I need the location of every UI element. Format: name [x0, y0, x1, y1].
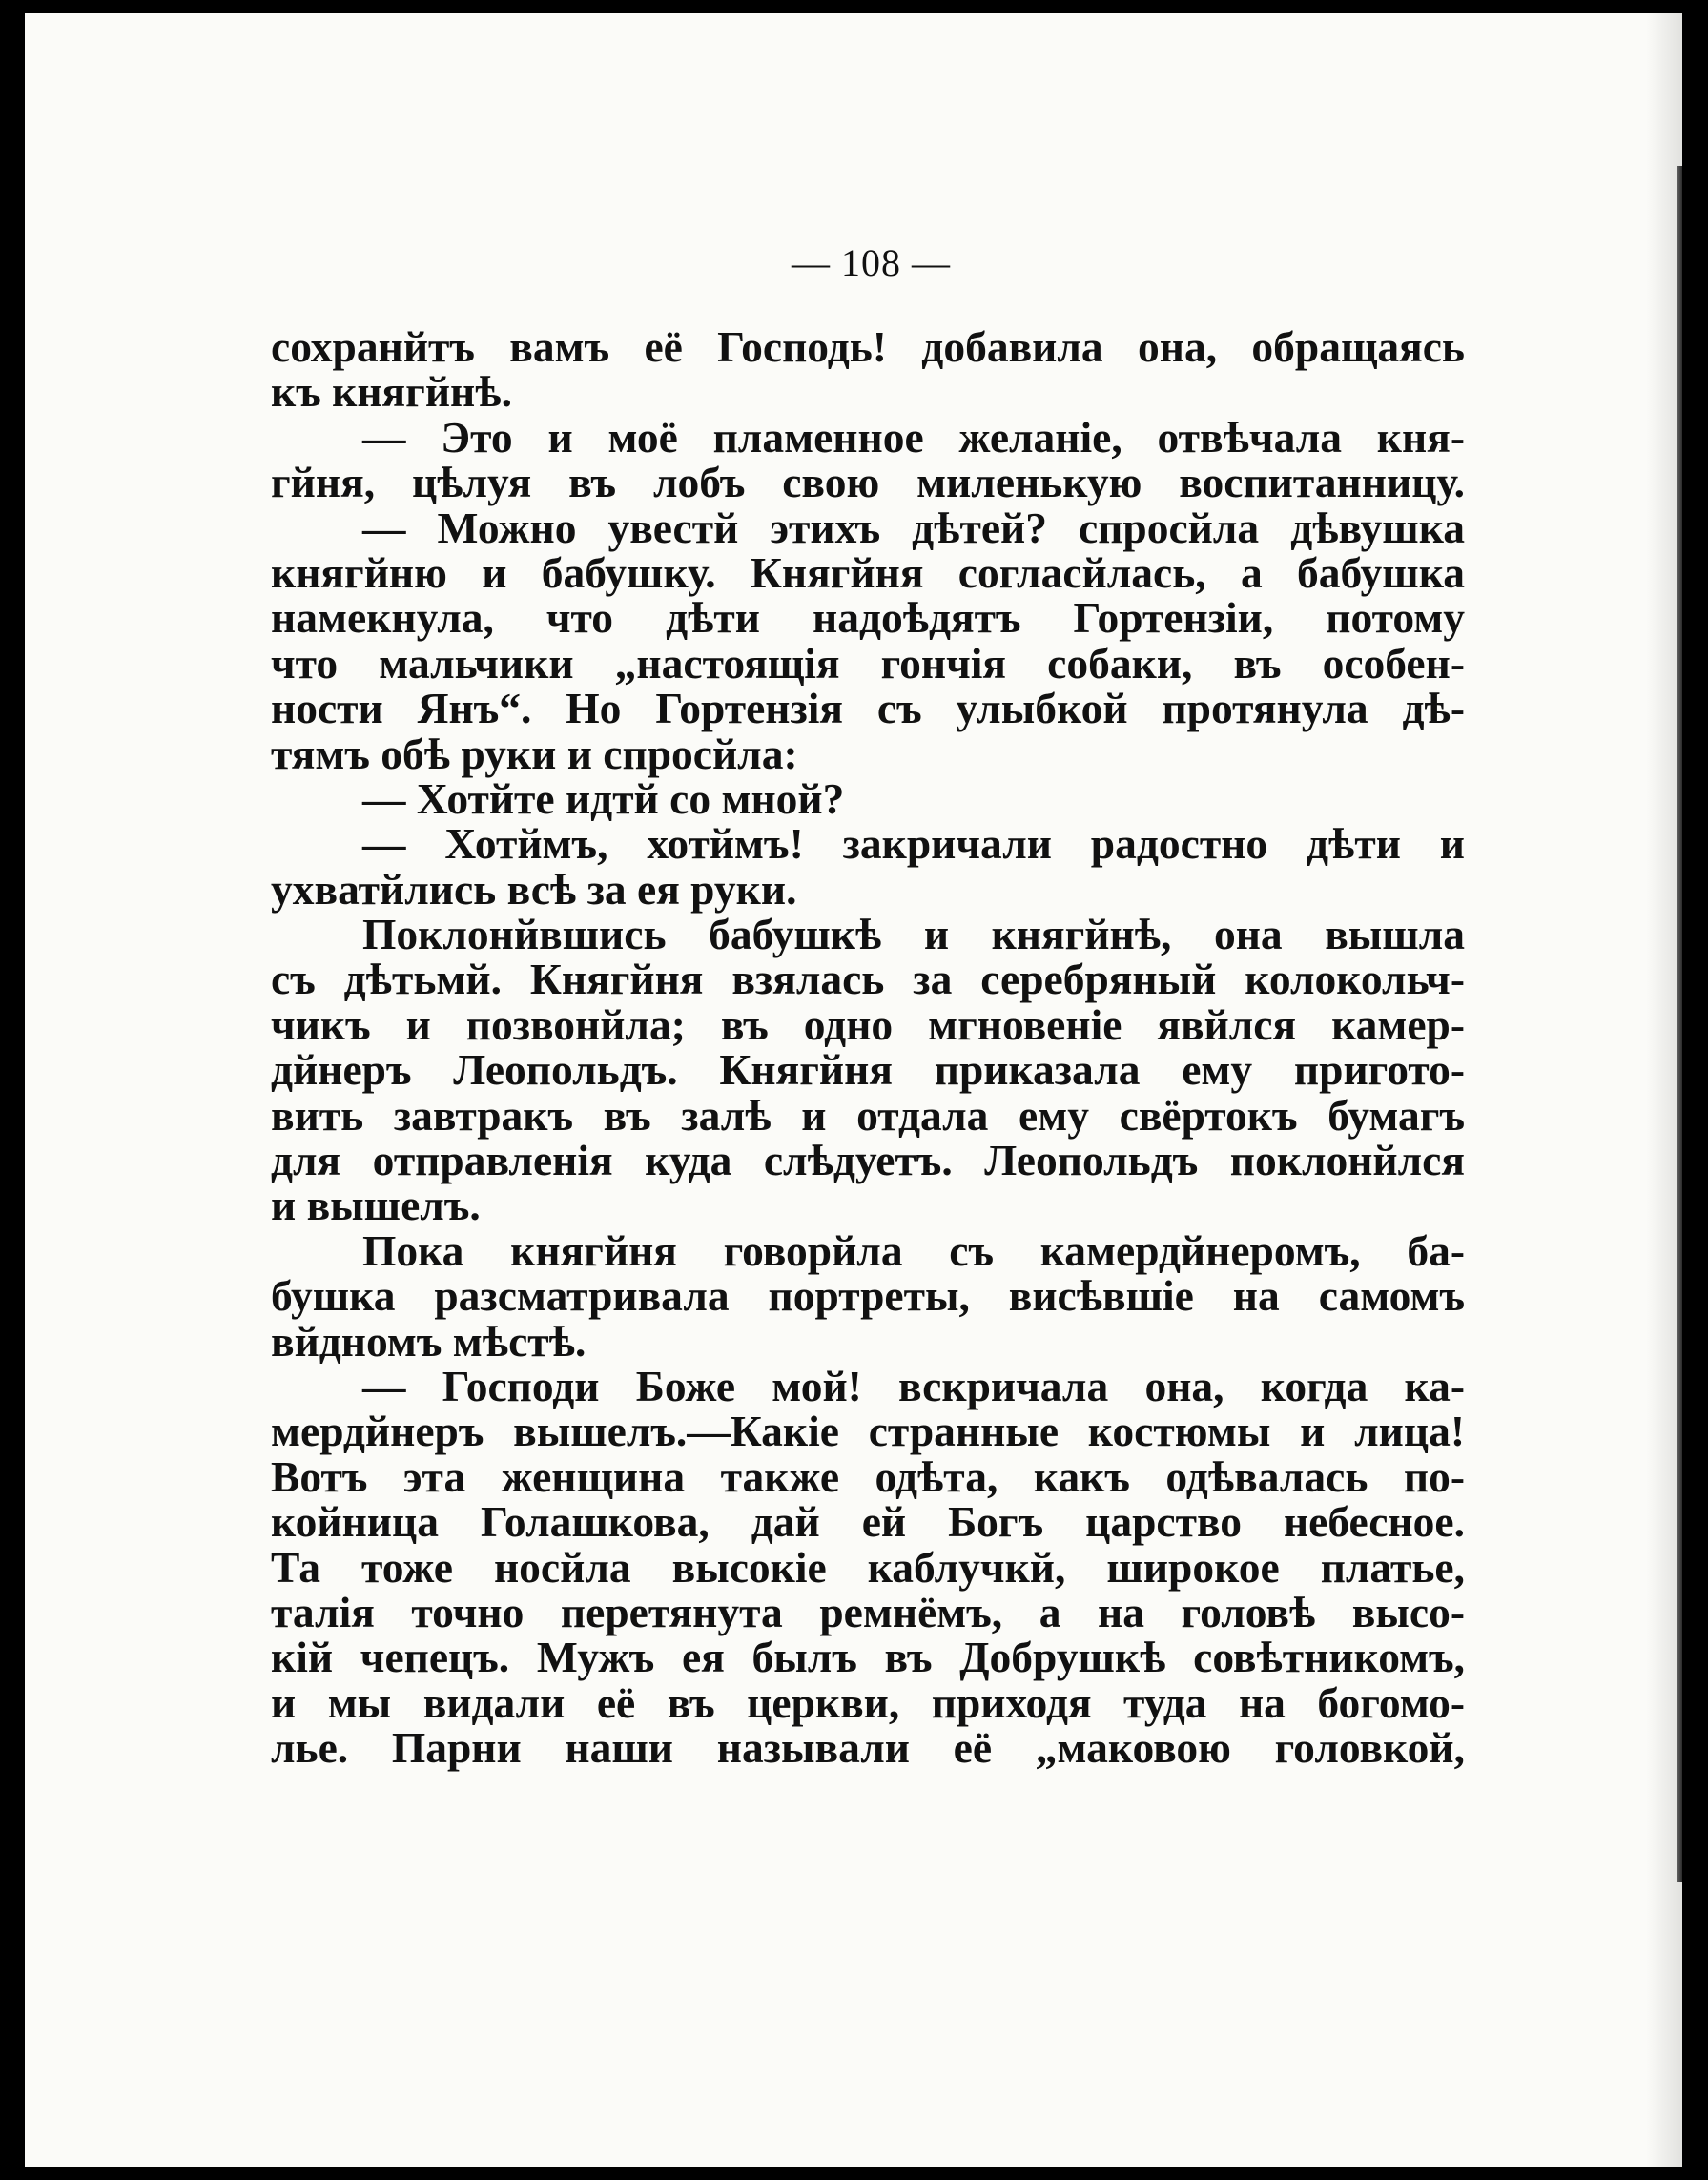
text-line: Пока княгйня говорйла съ камердйнеромъ, ба-: [362, 1225, 1465, 1275]
text-line: — Можно увестй этихъ дѣтей? спросйла дѣвушка: [362, 503, 1465, 552]
text-line: чикъ и позвонйла; въ одно мгновеніе явйлся камер-: [271, 999, 1465, 1049]
binding-edge-line: [1677, 166, 1682, 1882]
text-line: вйдномъ мѣстѣ.: [271, 1316, 586, 1366]
text-line: и мы видали её въ церкви, приходя туда на богомо-: [271, 1677, 1465, 1727]
body-text: [271, 324, 1465, 1771]
text-line: для отправленія куда слѣдуетъ. Леопольдъ поклонйлся: [271, 1136, 1465, 1185]
text-line: — Хотймъ, хотймъ! закричали радостно дѣти и: [362, 819, 1465, 869]
text-line: Та тоже носйла высокіе каблучкй, широкое платье,: [271, 1542, 1465, 1592]
text-line: ности Янъ“. Но Гортензія съ улыбкой протянула дѣ-: [271, 684, 1465, 733]
page-number: — 108 —: [792, 241, 951, 284]
text-line: мердйнеръ вышелъ.—Какіе странные костюмы и лица!: [271, 1407, 1465, 1456]
text-line: кій чепецъ. Мужъ ея былъ въ Добрушкѣ совѣтникомъ,: [271, 1633, 1465, 1682]
text-line: намекнула, что дѣти надоѣдятъ Гортензіи, потому: [271, 593, 1465, 643]
text-line: что мальчики „настоящія гончія собаки, въ особен-: [271, 638, 1465, 688]
text-line: вить завтракъ въ залѣ и отдала ему свёртокъ бумагъ: [271, 1090, 1465, 1140]
text-line: тямъ обѣ руки и спросйла:: [271, 729, 798, 778]
text-line: сохранйтъ вамъ её Господь! добавила она, обращаясь: [271, 322, 1465, 371]
text-line: съ дѣтьмй. Княгйня взялась за серебряный колокольч-: [271, 955, 1465, 1004]
text-line: княгйню и бабушку. Княгйня согласйлась, а бабушка: [271, 547, 1465, 597]
text-line: дйнеръ Леопольдъ. Княгйня приказала ему пригото-: [271, 1045, 1465, 1095]
text-line: ухватйлись всѣ за ея руки.: [271, 864, 797, 914]
text-line: бушка разсматривала портреты, висѣвшіе на самомъ: [271, 1271, 1465, 1321]
text-line: — Хотйте идтй со мной?: [362, 773, 845, 823]
text-line: — Господи Боже мой! вскричала она, когда ка-: [362, 1361, 1465, 1410]
text-line: къ княгйнѣ.: [271, 367, 512, 417]
text-line: и вышелъ.: [271, 1181, 481, 1230]
text-line: лье. Парни наши называли её „маковою головкой,: [271, 1723, 1465, 1773]
text-line: гйня, цѣлуя въ лобъ свою миленькую воспитанницу.: [271, 458, 1465, 507]
text-line: талія точно перетянута ремнёмъ, а на головѣ высо-: [271, 1587, 1465, 1636]
text-line: Поклонйвшись бабушкѣ и княгйнѣ, она вышла: [362, 910, 1465, 959]
text-line: — Это и моё пламенное желаніе, отвѣчала кня-: [362, 412, 1465, 462]
text-line: Вотъ эта женщина также одѣта, какъ одѣвалась по-: [271, 1451, 1465, 1501]
text-line: койница Голашкова, дай ей Богъ царство небесное.: [271, 1497, 1465, 1547]
